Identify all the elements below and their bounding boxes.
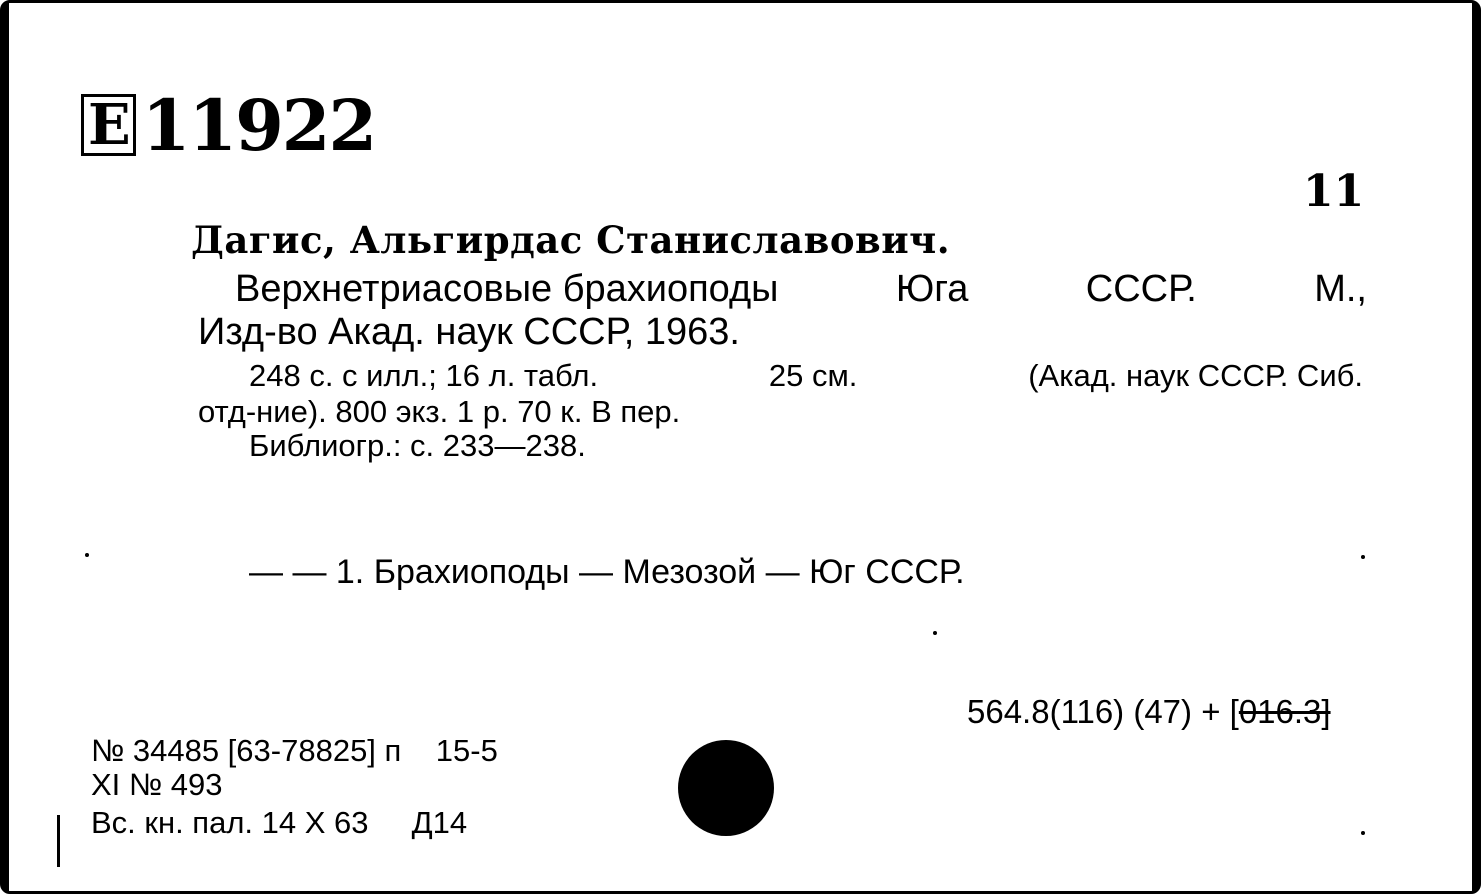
subject-heading: — — 1. Брахиоподы — Мезозой — Юг СССР. — [249, 553, 965, 591]
description-line-2: отд-ние). 800 экз. 1 р. 70 к. В пер. — [198, 394, 681, 429]
punch-hole — [678, 740, 774, 836]
card-right-edge — [1472, 3, 1478, 891]
author-heading: Дагис, Альгирдас Станиславович. — [191, 218, 951, 262]
print-info-line-1: № 34485 [63-78825] п 15-5 — [91, 733, 498, 768]
handwritten-letter: E — [81, 94, 136, 156]
description-pages: 248 с. с илл.; 16 л. табл. — [249, 358, 599, 393]
classification-code — [967, 693, 1331, 731]
classification-main: 564.8(116) (47) + [ — [967, 693, 1239, 730]
title-line-2: Изд-во Акад. наук СССР, 1963. — [198, 311, 740, 353]
handwritten-number: 11922 — [141, 84, 376, 167]
dust-speck — [1361, 831, 1365, 835]
classification-struck: 016.3] — [1238, 693, 1331, 730]
margin-mark — [57, 815, 60, 867]
description-size: 25 см. — [768, 358, 858, 393]
print-info-line-2: XI № 493 — [91, 767, 223, 802]
title-line-1 — [235, 268, 1367, 311]
title-part-c: СССР. — [1085, 268, 1197, 310]
description-series: (Акад. наук СССР. Сиб. — [1028, 358, 1363, 393]
description-line-1 — [249, 358, 1363, 394]
card-number: 11 — [1303, 166, 1365, 217]
print-info-line-3: Вс. кн. пал. 14 X 63 Д14 — [91, 805, 468, 840]
title-part-b: Юга — [895, 268, 969, 310]
title-part-a: Верхнетриасовые брахиоподы — [235, 268, 779, 310]
handwritten-shelf-code — [81, 84, 376, 167]
card-left-edge — [3, 3, 9, 891]
title-part-d: М., — [1314, 268, 1367, 310]
dust-speck — [1361, 555, 1365, 559]
dust-speck — [933, 631, 937, 635]
dust-speck — [85, 553, 89, 557]
bibliography-line: Библиогр.: с. 233—238. — [249, 428, 586, 463]
